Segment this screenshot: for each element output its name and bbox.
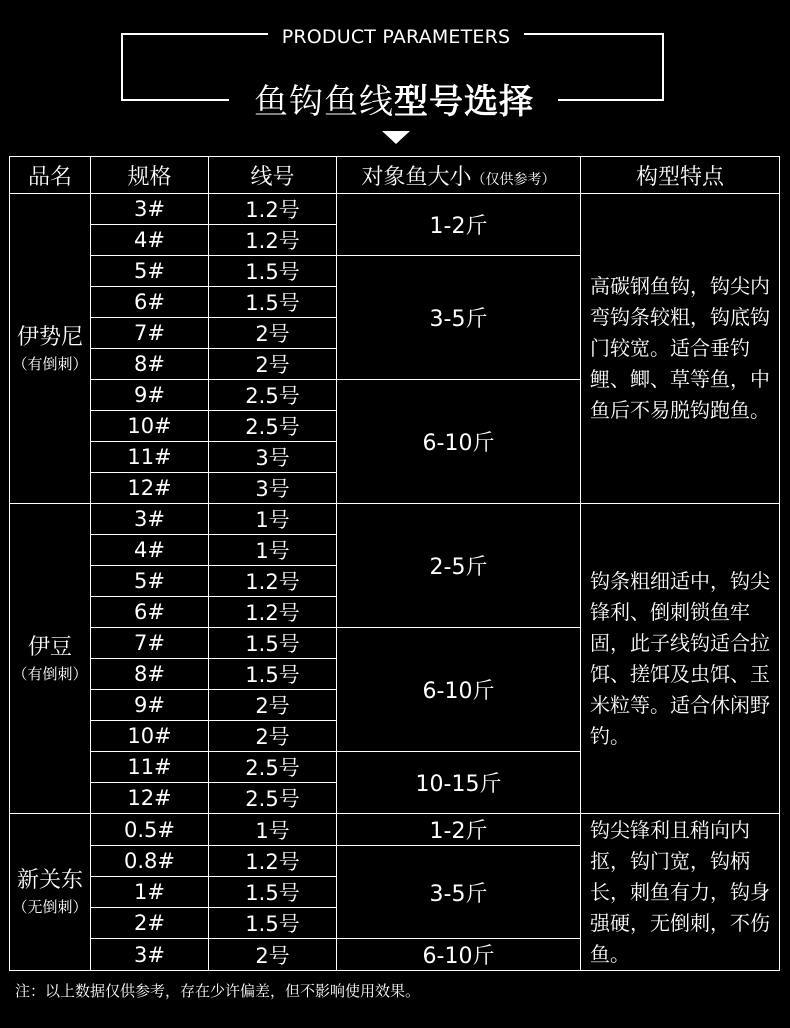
table-row [10,194,780,225]
features-cell: 钩尖锋利且稍向内抠，钩门宽，钩柄长，刺鱼有力，钩身强硬，无倒刺，不伤鱼。 [581,814,780,971]
line-cell: 1.2号 [209,225,337,256]
column-header-fish-size-note: （仅供参考） [471,171,556,188]
spec-cell: 12# [91,473,209,504]
column-header-fish-size-label: 对象鱼大小 [361,164,472,190]
features-cell: 高碳钢鱼钩，钩尖内弯钩条较粗，钩底钩门较宽。适合垂钓鲤、鲫、草等鱼，中鱼后不易脱钩跑鱼。 [581,194,780,504]
fish-size-cell: 1-2斤 [337,814,581,846]
spec-cell: 8# [91,349,209,380]
spec-cell: 3# [91,194,209,225]
line-cell: 1号 [209,814,337,846]
column-header-fish-size [337,157,581,194]
fish-size-cell: 10-15斤 [337,752,581,814]
spec-cell: 8# [91,659,209,690]
spec-cell: 12# [91,783,209,814]
spec-cell: 7# [91,628,209,659]
fish-size-cell: 6-10斤 [337,380,581,504]
spec-cell: 3# [91,504,209,535]
spec-cell: 10# [91,721,209,752]
line-cell: 1.5号 [209,908,337,939]
line-cell: 1.2号 [209,597,337,628]
line-cell: 1.2号 [209,566,337,597]
line-cell: 2.5号 [209,752,337,783]
spec-cell: 10# [91,411,209,442]
line-cell: 2.5号 [209,380,337,411]
spec-cell: 0.8# [91,846,209,877]
line-cell: 1.5号 [209,877,337,908]
spec-cell: 3# [91,939,209,971]
header-frame-line [558,99,664,101]
product-name: 伊势尼 [16,324,83,350]
product-name-cell [10,504,91,814]
product-note: （有倒刺） [12,354,88,373]
table-row [10,504,780,535]
product-name: 伊豆 [27,634,72,660]
line-cell: 1.5号 [209,256,337,287]
spec-cell: 7# [91,318,209,349]
fish-size-cell: 6-10斤 [337,628,581,752]
spec-cell: 2# [91,908,209,939]
product-note: （有倒刺） [12,664,88,683]
table-row [10,814,780,846]
spec-cell: 4# [91,225,209,256]
fish-size-cell: 3-5斤 [337,256,581,380]
down-arrow-icon [382,131,410,144]
header-frame-line [121,99,229,101]
line-cell: 1号 [209,504,337,535]
spec-cell: 5# [91,256,209,287]
line-cell: 1.2号 [209,846,337,877]
footnote: 注：以上数据仅供参考，存在少许偏差，但不影响使用效果。 [15,982,421,1000]
product-name-cell [10,814,91,971]
parameters-table [9,156,780,971]
title-light: 鱼钩鱼线 [254,82,394,122]
line-cell: 1号 [209,535,337,566]
page-title [232,80,556,124]
spec-cell: 1# [91,877,209,908]
line-cell: 1.5号 [209,628,337,659]
fish-size-cell: 6-10斤 [337,939,581,971]
line-cell: 2号 [209,349,337,380]
title-bold: 型号选择 [394,82,534,122]
line-cell: 2号 [209,690,337,721]
line-cell: 2.5号 [209,411,337,442]
line-cell: 1.5号 [209,287,337,318]
spec-cell: 11# [91,752,209,783]
spec-cell: 4# [91,535,209,566]
header-subtitle: PRODUCT PARAMETERS [268,24,524,50]
spec-cell: 9# [91,380,209,411]
line-cell: 2号 [209,939,337,971]
fish-size-cell: 2-5斤 [337,504,581,628]
line-cell: 1.2号 [209,194,337,225]
line-cell: 3号 [209,442,337,473]
column-header-spec: 规格 [91,157,209,194]
features-cell: 钩条粗细适中，钩尖锋利、倒刺锁鱼牢固，此子线钩适合拉饵、搓饵及虫饵、玉米粒等。适合休闲野钓。 [581,504,780,814]
spec-cell: 5# [91,566,209,597]
line-cell: 1.5号 [209,659,337,690]
line-cell: 3号 [209,473,337,504]
spec-cell: 0.5# [91,814,209,846]
line-cell: 2号 [209,721,337,752]
spec-cell: 6# [91,287,209,318]
product-name: 新关东 [16,868,83,893]
product-note: （无倒刺） [12,898,88,916]
fish-size-cell: 3-5斤 [337,846,581,939]
line-cell: 2号 [209,318,337,349]
spec-cell: 9# [91,690,209,721]
line-cell: 2.5号 [209,783,337,814]
fish-size-cell: 1-2斤 [337,194,581,256]
column-header-line: 线号 [209,157,337,194]
column-header-name: 品名 [10,157,91,194]
product-name-cell [10,194,91,504]
spec-cell: 11# [91,442,209,473]
table-header-row [10,157,780,194]
column-header-features: 构型特点 [581,157,780,194]
spec-cell: 6# [91,597,209,628]
